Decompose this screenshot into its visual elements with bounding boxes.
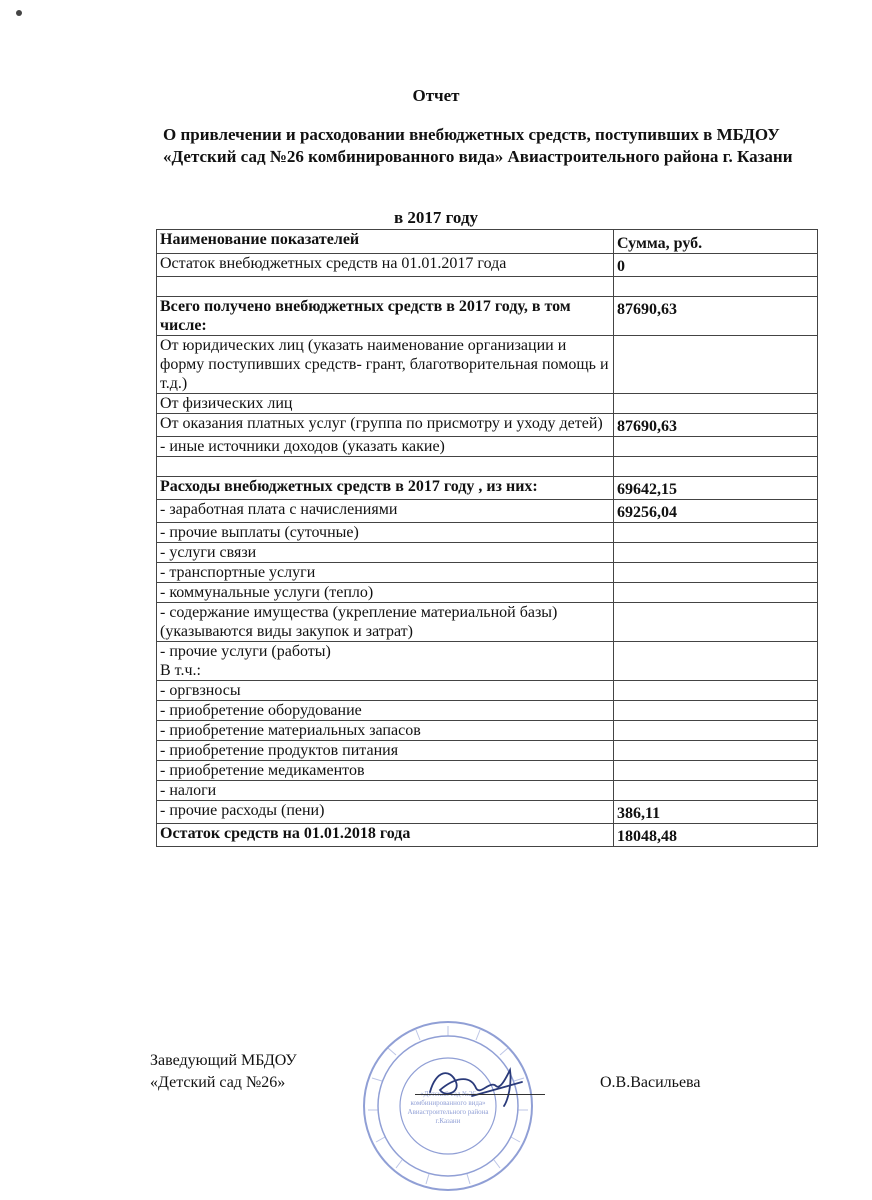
row-name: - услуги связи <box>157 543 614 563</box>
row-sum: 69642,15 <box>614 477 818 500</box>
row-name: - транспортные услуги <box>157 563 614 583</box>
report-table <box>156 229 818 847</box>
table-row <box>157 336 818 394</box>
row-sum: 0 <box>614 254 818 277</box>
table-row <box>157 583 818 603</box>
row-sum <box>614 336 818 394</box>
row-name: - приобретение материальных запасов <box>157 721 614 741</box>
row-sum <box>614 394 818 414</box>
row-name: От оказания платных услуг (группа по присмотру и уходу детей) <box>157 414 614 437</box>
official-stamp <box>360 1018 536 1194</box>
table-header-row <box>157 230 818 254</box>
row-name: - прочие услуги (работы) В т.ч.: <box>157 642 614 681</box>
signer-position-line1: Заведующий МБДОУ <box>150 1052 297 1069</box>
row-sum: 18048,48 <box>614 824 818 847</box>
row-name: - приобретение продуктов питания <box>157 741 614 761</box>
row-sum <box>614 583 818 603</box>
table-row <box>157 701 818 721</box>
stamp-line2: комбинированного вида» <box>410 1099 486 1107</box>
row-name: - приобретение оборудование <box>157 701 614 721</box>
row-sum <box>614 701 818 721</box>
row-name: Остаток средств на 01.01.2018 года <box>157 824 614 847</box>
table-row <box>157 761 818 781</box>
table-row <box>157 681 818 701</box>
row-sum <box>614 781 818 801</box>
table-row <box>157 781 818 801</box>
row-sum: 87690,63 <box>614 414 818 437</box>
row-name: - оргвзносы <box>157 681 614 701</box>
table-row <box>157 741 818 761</box>
row-sum <box>614 603 818 642</box>
table-row <box>157 277 818 297</box>
report-subtitle: О привлечении и расходовании внебюджетных средств, поступивших в МБДОУ «Детский сад №26 комбинированного вида» Авиастроительного района г. Казани <box>163 125 793 166</box>
table-row <box>157 824 818 847</box>
signature-line <box>415 1094 545 1095</box>
row-name: Всего получено внебюджетных средств в 2017 году, в том числе: <box>157 297 614 336</box>
row-name: - коммунальные услуги (тепло) <box>157 583 614 603</box>
table-row <box>157 414 818 437</box>
signer-position-line2: «Детский сад №26» <box>150 1074 286 1091</box>
row-sum <box>614 523 818 543</box>
header-sum: Сумма, руб. <box>614 230 818 254</box>
row-name: - заработная плата с начислениями <box>157 500 614 523</box>
row-name: - иные источники доходов (указать какие) <box>157 437 614 457</box>
signer-name: О.В.Васильева <box>600 1074 701 1091</box>
row-name: - налоги <box>157 781 614 801</box>
row-name: - прочие расходы (пени) <box>157 801 614 824</box>
row-name: - приобретение медикаментов <box>157 761 614 781</box>
table-row <box>157 297 818 336</box>
row-sum: 386,11 <box>614 801 818 824</box>
stamp-line3: Авиастроительного района <box>407 1108 489 1116</box>
row-sum <box>614 563 818 583</box>
scan-dot <box>16 10 22 16</box>
row-name <box>157 277 614 297</box>
row-sum <box>614 543 818 563</box>
table-row <box>157 394 818 414</box>
table-row <box>157 254 818 277</box>
table-row <box>157 500 818 523</box>
row-sum <box>614 681 818 701</box>
row-sum <box>614 761 818 781</box>
signer-position <box>150 1050 297 1094</box>
row-name: Расходы внебюджетных средств в 2017 году , из них: <box>157 477 614 500</box>
table-row <box>157 477 818 500</box>
row-name: - содержание имущества (укрепление материальной базы) (указываются виды закупок и затрат) <box>157 603 614 642</box>
stamp-line1: «Детский сад №26 <box>420 1090 476 1098</box>
table-row <box>157 721 818 741</box>
table-row <box>157 603 818 642</box>
table-row <box>157 642 818 681</box>
table-row <box>157 543 818 563</box>
table-row <box>157 437 818 457</box>
row-sum <box>614 721 818 741</box>
row-sum <box>614 437 818 457</box>
handwritten-signature <box>410 1060 540 1110</box>
table-row <box>157 457 818 477</box>
row-sum: 69256,04 <box>614 500 818 523</box>
header-name: Наименование показателей <box>157 230 614 254</box>
row-sum <box>614 741 818 761</box>
table-row <box>157 563 818 583</box>
row-sum <box>614 457 818 477</box>
table-row <box>157 523 818 543</box>
row-name <box>157 457 614 477</box>
table-row <box>157 801 818 824</box>
row-name: - прочие выплаты (суточные) <box>157 523 614 543</box>
report-title: Отчет <box>412 86 460 105</box>
row-name: От физических лиц <box>157 394 614 414</box>
row-sum <box>614 277 818 297</box>
row-sum: 87690,63 <box>614 297 818 336</box>
row-name: Остаток внебюджетных средств на 01.01.2017 года <box>157 254 614 277</box>
report-year: в 2017 году <box>393 208 479 227</box>
row-sum <box>614 642 818 681</box>
stamp-line4: г.Казани <box>435 1117 461 1125</box>
row-name: От юридических лиц (указать наименование организации и форму поступивших средств- грант, благотворительная помощь и т.д.) <box>157 336 614 394</box>
